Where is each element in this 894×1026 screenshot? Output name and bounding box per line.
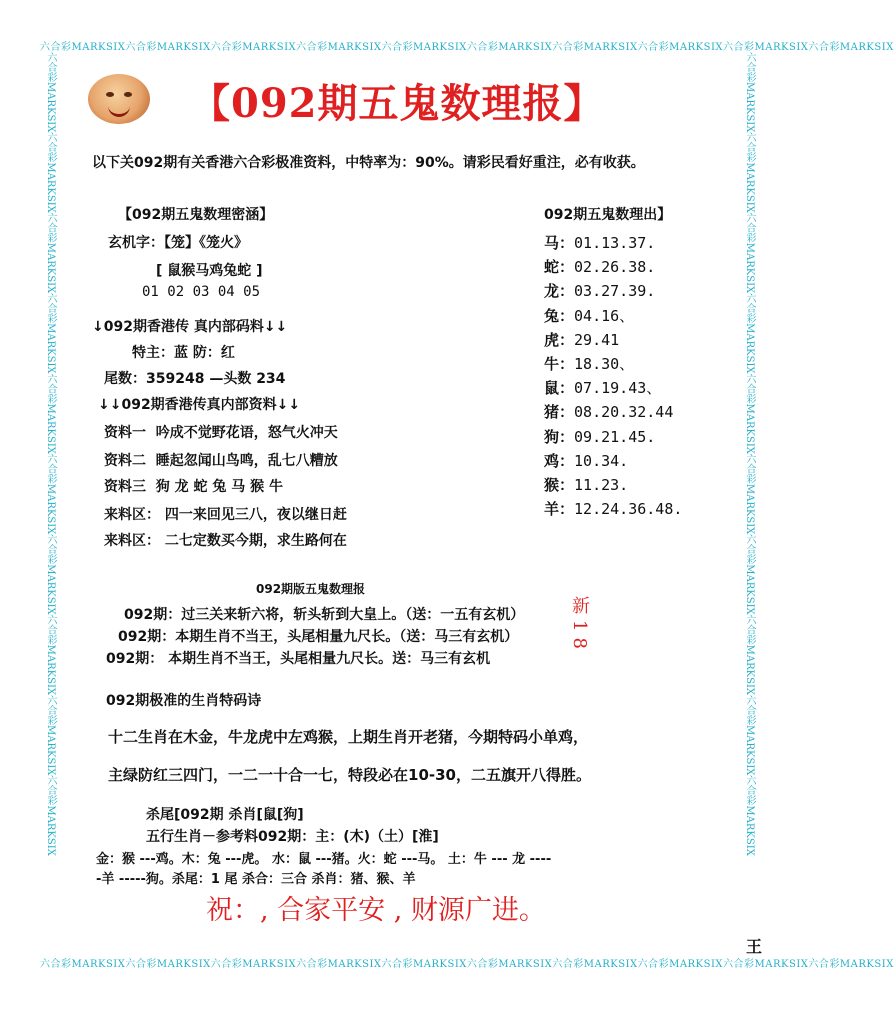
- secret-title: 【092期五鬼数理密涵】: [118, 207, 274, 223]
- zodiac-numbers: 01.13.37.: [574, 234, 656, 252]
- zodiac-numbers: 04.16、: [574, 306, 635, 325]
- zodiac-label: 兔：: [544, 306, 575, 325]
- data-row: 来料区： 二七定数买今期，求生路何在: [104, 533, 347, 549]
- border-left: 六合彩MARKSIX六合彩MARKSIX六合彩MARKSIX六合彩MARKSIX六合彩MARKSIX六合彩MARKSIX六合彩MARKSIX六合彩MARKSIX六合彩MARKSIX六合彩MARKSIX: [45, 52, 56, 856]
- corner-character: 王: [746, 937, 763, 956]
- red-stamp-mark: 新18: [569, 596, 590, 655]
- number-table-row: [544, 329, 682, 353]
- zodiac-numbers: 02.26.38.: [574, 258, 656, 277]
- zodiac-label: 羊：: [544, 500, 575, 519]
- number-table-row: [544, 498, 682, 522]
- inside-code-title: ↓092期香港传 真内部码料↓↓: [92, 319, 288, 335]
- zodiac-numbers: 03.27.39.: [574, 282, 656, 301]
- number-table-title: 092期五鬼数理出】: [544, 207, 672, 223]
- intro-text: 以下关092期有关香港六合彩极准资料，中特率为：90%。请彩民看好重注，必有收获。: [92, 155, 645, 171]
- prediction-line: 092期： 本期生肖不当王，头尾相量九尺长。送：马三有玄机: [106, 651, 491, 667]
- number-table-row: [544, 426, 682, 450]
- inside-data-title: ↓↓092期香港传真内部资料↓↓: [98, 397, 301, 413]
- zodiac-numbers: 08.20.32.44: [574, 403, 674, 422]
- riddle-text: 玄机字：【笼】《笼火》: [108, 235, 248, 251]
- data-row: 资料一 吟成不觉野花语，怒气火冲天: [104, 425, 338, 441]
- zodiac-label: 马：: [544, 234, 575, 252]
- zodiac-numbers: 29.41: [574, 330, 620, 349]
- border-top: 六合彩MARKSIX六合彩MARKSIX六合彩MARKSIX六合彩MARKSIX六合彩MARKSIX六合彩MARKSIX六合彩MARKSIX六合彩MARKSIX六合彩MARKSIX六合彩MARKSIX: [40, 42, 894, 53]
- poem-line: 十二生肖在木金，牛龙虎中左鸡猴，上期生肖开老猪，今期特码小单鸡，: [108, 728, 589, 746]
- elements-line: 金：猴 ---鸡。木：兔 ---虎。 水：鼠 ---猪。火：蛇 ---马。 土：牛 --- 龙 ----: [96, 852, 552, 867]
- number-table-row: [544, 305, 682, 329]
- mid-subtitle: 092期版五鬼数理报: [256, 582, 366, 596]
- data-row: 资料三 狗 龙 蛇 兔 马 猴 牛: [104, 479, 283, 495]
- zodiac-numbers: 09.21.45.: [574, 427, 656, 446]
- zodiac-numbers: 18.30、: [574, 354, 635, 373]
- mascot-face-logo: [88, 74, 150, 124]
- page-title: 【092期五鬼数理报】: [190, 80, 605, 127]
- zodiac-label: 鼠：: [544, 379, 575, 398]
- zodiac-label: 虎：: [544, 330, 575, 349]
- zodiac-numbers: 11.23.: [574, 475, 629, 494]
- data-row: 资料二 睡起忽闻山鸟鸣，乱七八糟放: [104, 453, 338, 469]
- number-table: [544, 232, 682, 522]
- kill-line: 杀尾[092期 杀肖[鼠[狗]: [146, 807, 304, 823]
- zodiac-label: 牛：: [544, 354, 575, 373]
- border-right: 六合彩MARKSIX六合彩MARKSIX六合彩MARKSIX六合彩MARKSIX六合彩MARKSIX六合彩MARKSIX六合彩MARKSIX六合彩MARKSIX六合彩MARKSIX六合彩MARKSIX: [744, 52, 755, 856]
- zodiac-label: 猴：: [544, 475, 575, 494]
- wuxing-line: 五行生肖－参考料092期：主：(木)（土）[淮]: [146, 829, 439, 845]
- number-table-row: [544, 401, 682, 425]
- number-table-row: [544, 474, 682, 498]
- zodiac-label: 蛇：: [544, 258, 575, 277]
- number-table-row: [544, 232, 682, 256]
- number-table-row: [544, 256, 682, 280]
- number-table-row: [544, 280, 682, 304]
- zodiac-numbers: 12.24.36.48.: [574, 500, 683, 519]
- zodiac-group: [ 鼠猴马鸡兔蛇 ]: [156, 263, 263, 279]
- main-color: 特主：蓝 防：红: [132, 345, 235, 361]
- zodiac-label: 龙：: [544, 282, 575, 301]
- number-table-row: [544, 377, 682, 401]
- data-row: 来料区： 四一来回见三八，夜以继日赶: [104, 507, 347, 523]
- number-table-row: [544, 450, 682, 474]
- tail-head-numbers: 尾数：359248 —头数 234: [104, 371, 286, 387]
- kill-summary-line: -羊 -----狗。杀尾：1 尾 杀合：三合 杀肖：猪、猴、羊: [96, 872, 416, 887]
- number-table-row: [544, 353, 682, 377]
- border-bottom: 六合彩MARKSIX六合彩MARKSIX六合彩MARKSIX六合彩MARKSIX六合彩MARKSIX六合彩MARKSIX六合彩MARKSIX六合彩MARKSIX六合彩MARKSIX六合彩MARKSIX: [40, 959, 894, 970]
- zodiac-numbers: 10.34.: [574, 451, 629, 470]
- poem-title: 092期极准的生肖特码诗: [106, 693, 262, 709]
- numbers-row: 01 02 03 04 05: [142, 284, 261, 300]
- zodiac-numbers: 07.19.43、: [574, 379, 662, 398]
- prediction-line: 092期：过三关来斩六将，斩头斩到大皇上。（送：一五有玄机）: [124, 607, 525, 623]
- zodiac-label: 狗：: [544, 427, 575, 446]
- greeting: 祝：, 合家平安 , 财源广进。: [206, 895, 546, 926]
- zodiac-label: 猪：: [544, 403, 575, 422]
- poem-line: 主绿防红三四门，一二一十合一七，特段必在10-30，二五旗开八得胜。: [108, 766, 591, 784]
- zodiac-label: 鸡：: [544, 451, 575, 470]
- prediction-line: 092期：本期生肖不当王，头尾相量九尺长。（送：马三有玄机）: [118, 629, 519, 645]
